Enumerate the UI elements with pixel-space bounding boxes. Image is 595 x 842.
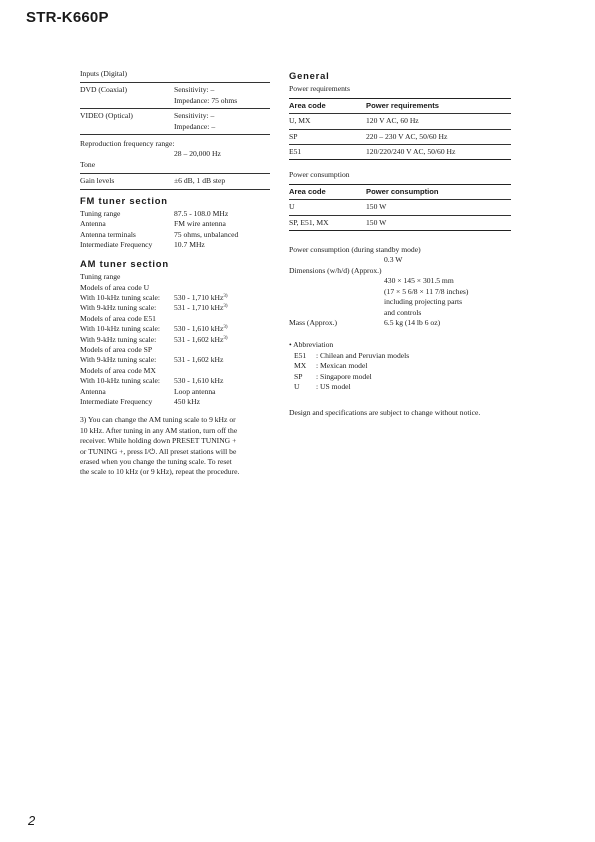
tone-label: Tone <box>80 159 96 169</box>
dimensions-line: (17 × 5 6/8 × 11 7/8 inches) <box>384 286 469 296</box>
am-label: With 10-kHz tuning scale: <box>80 324 161 334</box>
table-row <box>289 147 511 157</box>
rule <box>289 129 511 130</box>
gain-label: Gain levels <box>80 176 115 186</box>
fm-label: Antenna <box>80 219 106 229</box>
dimensions-line: and controls <box>384 307 422 317</box>
am-row <box>80 387 270 397</box>
am-row <box>80 293 270 303</box>
fm-label: Tuning range <box>80 209 121 219</box>
footnote-mark: 3) <box>223 325 228 331</box>
am-row <box>80 376 270 386</box>
mass-value: 6.5 kg (14 lb 6 oz) <box>384 317 441 327</box>
am-value: 531 - 1,602 kHz <box>174 355 224 365</box>
fm-row <box>80 240 270 250</box>
inputs-title: Inputs (Digital) <box>80 69 128 78</box>
fm-row <box>80 230 270 240</box>
am-value-text: 531 - 1,710 kHz <box>174 303 224 313</box>
abbr-code: SP <box>294 371 303 381</box>
rule <box>80 82 270 83</box>
design-note: Design and specifications are subject to change without notice. <box>289 408 481 418</box>
am-models-u: Models of area code U <box>80 282 150 292</box>
abbreviation-item <box>289 351 511 361</box>
fm-section-title: FM tuner section <box>80 194 168 206</box>
am-tuning-label: Tuning range <box>80 272 121 282</box>
am-row <box>80 397 270 407</box>
page-number: 2 <box>28 813 36 828</box>
rule <box>80 189 270 190</box>
mass-label: Mass (Approx.) <box>289 317 338 327</box>
abbreviation-item <box>289 361 511 371</box>
abbr-code: U <box>294 381 300 391</box>
table-cell: 220 – 230 V AC, 50/60 Hz <box>366 131 448 141</box>
abbreviation-title: • Abbreviation <box>289 340 334 350</box>
standby-value: 0.3 W <box>384 255 403 265</box>
am-value-text: 530 - 1,610 kHz <box>174 324 224 334</box>
rule <box>289 215 511 216</box>
gain-value: ±6 dB, 1 dB step <box>174 176 226 186</box>
power-req-label: Power requirements <box>289 84 350 94</box>
repro-label: Reproduction frequency range: <box>80 139 175 149</box>
power-req-header <box>289 101 511 111</box>
input-impedance: Impedance: – <box>174 121 216 131</box>
rule <box>289 98 511 99</box>
input-row-dvd <box>80 85 270 95</box>
am-value-text: 531 - 1,602 kHz <box>174 334 224 344</box>
table-cell: U, MX <box>289 116 311 126</box>
abbr-code: E51 <box>294 350 307 360</box>
table-header: Power consumption <box>366 186 439 196</box>
am-section-title: AM tuner section <box>80 257 169 269</box>
power-cons-label: Power consumption <box>289 170 350 180</box>
am-label: With 9-kHz tuning scale: <box>80 334 157 344</box>
note-line: the scale to 10 kHz (or 9 kHz), repeat the procedure. <box>80 467 240 477</box>
table-row <box>289 202 511 212</box>
am-label: With 10-kHz tuning scale: <box>80 376 161 386</box>
table-cell: 120 V AC, 60 Hz <box>366 116 419 126</box>
note-line: receiver. While holding down PRESET TUNING + <box>80 436 237 446</box>
input-name: VIDEO (Optical) <box>80 111 133 121</box>
rule <box>289 144 511 145</box>
am-tuning-note <box>80 415 270 477</box>
gain-row <box>80 176 270 186</box>
abbr-desc: : Singapore model <box>316 371 372 381</box>
table-header: Area code <box>289 186 326 196</box>
abbreviation-item <box>289 372 511 382</box>
fm-value: FM wire antenna <box>174 219 226 229</box>
am-models-sp: Models of area code SP <box>80 344 153 354</box>
am-row <box>80 324 270 334</box>
standby-label: Power consumption (during standby mode) <box>289 245 421 255</box>
am-row <box>80 355 270 365</box>
table-cell: 150 W <box>366 217 387 227</box>
fm-value: 10.7 MHz <box>174 240 205 250</box>
abbreviation-item <box>289 382 511 392</box>
power-cons-header <box>289 187 511 197</box>
abbr-desc: : Chilean and Peruvian models <box>316 350 410 360</box>
dimensions-line: 430 × 145 × 301.5 mm <box>384 276 454 286</box>
note-line: or TUNING +, press I/⏻. All preset stations will be <box>80 446 237 456</box>
input-impedance: Impedance: 75 ohms <box>174 95 238 105</box>
am-label: Antenna <box>80 386 106 396</box>
footnote-mark: 3) <box>223 304 228 310</box>
left-column <box>80 69 270 478</box>
rule <box>80 173 270 174</box>
note-paragraph <box>80 415 270 477</box>
abbr-desc: : US model <box>316 381 351 391</box>
table-header: Area code <box>289 100 326 110</box>
input-sensitivity: Sensitivity: – <box>174 85 215 95</box>
table-row <box>289 132 511 142</box>
fm-row <box>80 219 270 229</box>
am-value: Loop antenna <box>174 386 216 396</box>
fm-label: Intermediate Frequency <box>80 240 153 250</box>
am-row <box>80 303 270 313</box>
am-row <box>80 335 270 345</box>
am-value: 450 kHz <box>174 396 200 406</box>
rule <box>289 113 511 114</box>
am-label: With 9-kHz tuning scale: <box>80 303 157 313</box>
table-cell: 150 W <box>366 202 387 212</box>
am-value <box>174 324 228 334</box>
rule <box>80 108 270 109</box>
footnote-mark: 3) <box>223 335 228 341</box>
abbr-code: MX <box>294 361 307 371</box>
note-line: 3) You can change the AM tuning scale to 9 kHz or <box>80 415 236 425</box>
dimensions-line: including projecting parts <box>384 297 463 307</box>
am-value <box>174 293 228 303</box>
table-cell: 120/220/240 V AC, 50/60 Hz <box>366 147 456 157</box>
rule <box>289 184 511 185</box>
fm-row <box>80 209 270 219</box>
table-row <box>289 116 511 126</box>
table-header: Power requirements <box>366 100 440 110</box>
rule <box>289 199 511 200</box>
input-row-video <box>80 111 270 121</box>
am-value <box>174 335 228 345</box>
am-value: 530 - 1,610 kHz <box>174 376 224 386</box>
am-models-e51: Models of area code E51 <box>80 313 156 323</box>
note-line: 10 kHz. After tuning in any AM station, turn off the <box>80 425 238 435</box>
fm-value: 75 ohms, unbalanced <box>174 229 239 239</box>
am-value <box>174 303 228 313</box>
am-label: With 10-kHz tuning scale: <box>80 292 161 302</box>
am-label: Intermediate Frequency <box>80 396 153 406</box>
table-cell: U <box>289 202 295 212</box>
am-label: With 9-kHz tuning scale: <box>80 355 157 365</box>
fm-label: Antenna terminals <box>80 229 136 239</box>
table-row <box>289 218 511 228</box>
table-cell: SP, E51, MX <box>289 217 329 227</box>
input-sensitivity: Sensitivity: – <box>174 111 215 121</box>
input-name: DVD (Coaxial) <box>80 85 128 95</box>
table-cell: SP <box>289 131 298 141</box>
am-value-text: 530 - 1,710 kHz <box>174 292 224 302</box>
note-line: erased when you change the tuning scale. To reset <box>80 457 232 466</box>
abbr-desc: : Mexican model <box>316 361 368 371</box>
table-cell: E51 <box>289 147 302 157</box>
fm-value: 87.5 - 108.0 MHz <box>174 209 229 219</box>
model-title: STR-K660P <box>26 9 109 26</box>
repro-value: 28 – 20,000 Hz <box>174 149 221 159</box>
dimensions-label: Dimensions (w/h/d) (Approx.) <box>289 265 382 275</box>
right-column <box>289 69 511 419</box>
mass-row <box>289 318 511 328</box>
general-title: General <box>289 70 330 81</box>
footnote-mark: 3) <box>223 293 228 299</box>
am-models-mx: Models of area code MX <box>80 365 156 375</box>
